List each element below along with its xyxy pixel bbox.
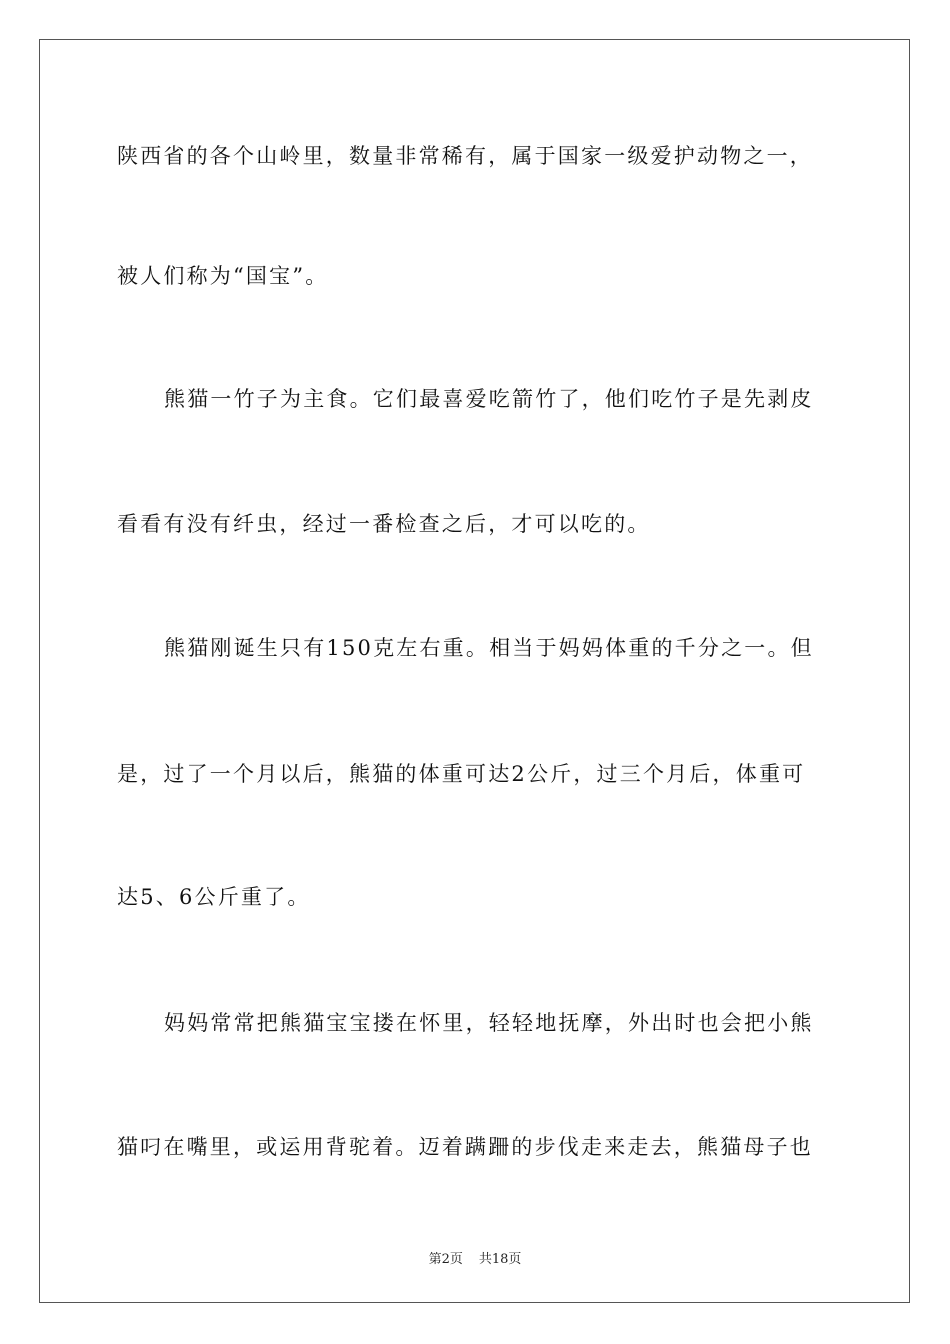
paragraph-first-line: 妈妈常常把熊猫宝宝搂在怀里，轻轻地抚摩，外出时也会把小熊 [164,1011,814,1035]
text-line: 猫叼在嘴里，或运用背驼着。迈着蹒跚的步伐走来走去，熊猫母子也 [117,1135,813,1159]
page-footer [0,1248,950,1267]
text-line: 达5、6公斤重了。 [117,885,311,909]
text-line: 被人们称为“国宝”。 [117,264,329,288]
text-line: 看看有没有纤虫，经过一番检查之后，才可以吃的。 [117,512,651,536]
text-line: 陕西省的各个山岭里，数量非常稀有，属于国家一级爱护动物之一， [117,144,813,168]
page-total: 共18页 [478,1252,522,1267]
text-line: 是，过了一个月以后，熊猫的体重可达2公斤，过三个月后，体重可 [117,762,806,786]
paragraph-first-line: 熊猫刚诞生只有150克左右重。相当于妈妈体重的千分之一。但 [164,636,814,660]
page-number: 第2页 [428,1252,463,1267]
paragraph-first-line: 熊猫一竹子为主食。它们最喜爱吃箭竹了，他们吃竹子是先剥皮 [164,387,814,411]
page-frame [39,39,910,1303]
